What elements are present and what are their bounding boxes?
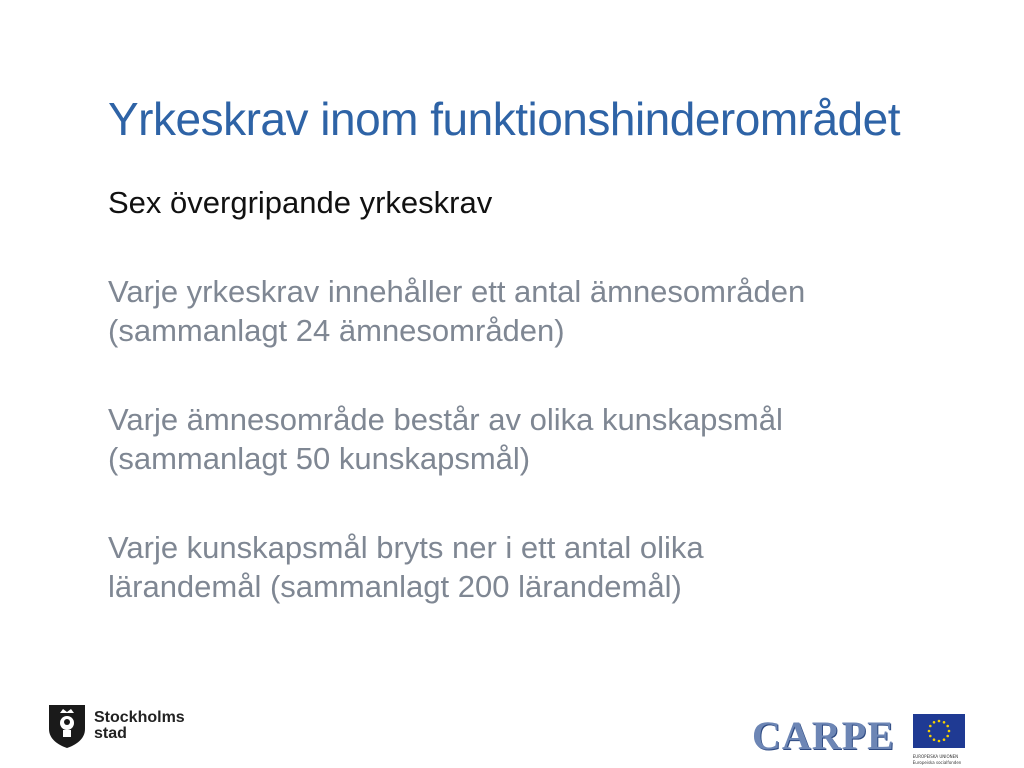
stockholms-stad-logo [48,703,185,749]
eu-flag-icon [913,714,965,748]
paragraph-3-line-2: lärandemål (sammanlagt 200 lärandemål) [108,569,682,604]
paragraph-2-line-1: Varje ämnesområde består av olika kunskapsmål [108,402,783,437]
stockholms-stad-wordmark [94,710,185,742]
slide-title: Yrkeskrav inom funktionshinderområdet [108,93,900,145]
paragraph-3-line-1: Varje kunskapsmål bryts ner i ett antal olika [108,530,704,565]
paragraph-1-line-1: Varje yrkeskrav innehåller ett antal ämnesområden [108,274,806,309]
eu-caption-2: Europeiska socialfonden [912,760,962,765]
carpe-logo: CARPE [752,713,895,758]
slide-body [108,183,988,606]
paragraph-1-line-2: (sammanlagt 24 ämnesområden) [108,313,565,348]
eu-logo [913,714,965,765]
logo-text-line-2: stad [94,725,127,742]
paragraph-2-line-2: (sammanlagt 50 kunskapsmål) [108,441,531,476]
subheading: Sex övergripande yrkeskrav [108,185,493,220]
eu-caption-1: EUROPEISKA UNIONEN [912,754,959,759]
partner-logos [752,714,965,765]
logo-text-line-1: Stockholms [94,709,185,726]
stockholm-crest-icon [48,703,86,749]
